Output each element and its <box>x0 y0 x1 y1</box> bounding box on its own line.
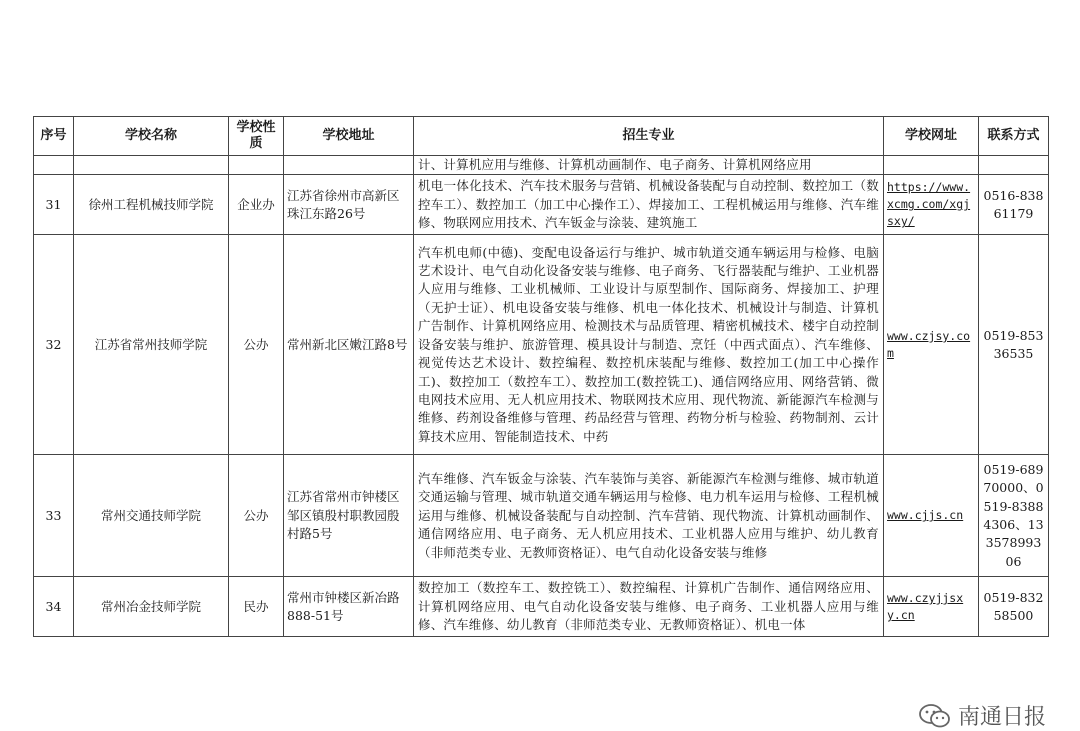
cell-num: 34 <box>34 577 74 637</box>
cell-address: 江苏省常州市钟楼区邹区镇殷村职教园殷村路5号 <box>284 455 414 577</box>
admissions-table <box>33 116 1049 637</box>
table-row <box>34 175 1049 235</box>
watermark-text: 南通日报 <box>957 705 1046 730</box>
header-name: 学校名称 <box>74 117 229 156</box>
website-link[interactable]: www.czyjjsxy.cn <box>887 590 964 622</box>
cell-website <box>884 455 979 577</box>
cell-school-name: 常州交通技师学院 <box>74 455 229 577</box>
cell-website <box>884 577 979 637</box>
cell-website <box>884 235 979 455</box>
cell-empty <box>229 156 284 175</box>
website-link[interactable]: https://www.xcmg.com/xgjsxy/ <box>887 180 971 229</box>
wechat-icon <box>918 703 952 729</box>
header-majors: 招生专业 <box>414 117 884 156</box>
cell-contact: 0516-83861179 <box>979 175 1049 235</box>
admissions-table-container <box>33 116 1048 637</box>
website-link[interactable]: www.cjjs.cn <box>887 508 964 523</box>
cell-school-type: 公办 <box>229 235 284 455</box>
header-row <box>34 117 1049 156</box>
cell-majors: 计、计算机应用与维修、计算机动画制作、电子商务、计算机网络应用 <box>414 156 884 175</box>
cell-majors: 数控加工（数控车工、数控铣工）、数控编程、计算机广告制作、通信网络应用、计算机网络应用、电气自动化设备安装与维修、电子商务、工业机器人应用与维修、汽车维修、幼儿教育（非师范类专业、无教师资格证）、机电一体 <box>414 577 884 637</box>
header-address: 学校地址 <box>284 117 414 156</box>
table-row <box>34 455 1049 577</box>
cell-empty <box>284 156 414 175</box>
cell-empty <box>979 156 1049 175</box>
cell-contact: 0519-68970000、0519-83884306、13357899306 <box>979 455 1049 577</box>
header-num: 序号 <box>34 117 74 156</box>
cell-majors: 汽车维修、汽车钣金与涂装、汽车装饰与美容、新能源汽车检测与维修、城市轨道交通运输与管理、城市轨道交通车辆运用与检修、电力机车运用与检修、工程机械运用与维修、机械设备装配与自动控制、汽车营销、现代物流、计算机动画制作、通信网络应用、电子商务、无人机应用技术、工业机器人应用与维护、幼儿教育（非师范类专业、无教师资格证）、电气自动化设备安装与维修 <box>414 455 884 577</box>
cell-school-name: 江苏省常州技师学院 <box>74 235 229 455</box>
cell-num: 31 <box>34 175 74 235</box>
cell-address: 江苏省徐州市高新区珠江东路26号 <box>284 175 414 235</box>
cell-address: 常州市钟楼区新冶路888-51号 <box>284 577 414 637</box>
cell-majors: 机电一体化技术、汽车技术服务与营销、机械设备装配与自动控制、数控加工（数控车工）、数控加工（加工中心操作工）、焊接加工、工程机械运用与维修、汽车维修、物联网应用技术、汽车钣金与涂装、建筑施工 <box>414 175 884 235</box>
cell-num: 33 <box>34 455 74 577</box>
cell-num: 32 <box>34 235 74 455</box>
cell-contact: 0519-83258500 <box>979 577 1049 637</box>
header-contact: 联系方式 <box>979 117 1049 156</box>
cell-school-type: 公办 <box>229 455 284 577</box>
cell-school-name: 徐州工程机械技师学院 <box>74 175 229 235</box>
cell-school-name: 常州冶金技师学院 <box>74 577 229 637</box>
header-type: 学校性质 <box>229 117 284 156</box>
cell-empty <box>34 156 74 175</box>
table-row <box>34 577 1049 637</box>
cell-school-type: 民办 <box>229 577 284 637</box>
header-website: 学校网址 <box>884 117 979 156</box>
table-row <box>34 235 1049 455</box>
source-watermark <box>918 700 1046 731</box>
cell-website <box>884 175 979 235</box>
cell-empty <box>884 156 979 175</box>
cell-contact: 0519-85336535 <box>979 235 1049 455</box>
cell-address: 常州新北区嫩江路8号 <box>284 235 414 455</box>
cell-school-type: 企业办 <box>229 175 284 235</box>
cell-empty <box>74 156 229 175</box>
cell-majors: 汽车机电师(中德)、变配电设备运行与维护、城市轨道交通车辆运用与检修、电脑艺术设计、电气自动化设备安装与维修、电子商务、飞行器装配与维护、工业机器人应用与维修、工业机械师、工业设计与原型制作、国际商务、焊接加工、护理（无护士证）、机电设备安装与维修、机电一体化技术、机械设计与制造、计算机广告制作、计算机网络应用、检测技术与品质管理、精密机械技术、楼宇自动控制设备安装与维护、旅游管理、模具设计与制造、烹饪（中西式面点）、汽车维修、视觉传达艺术设计、数控编程、数控机床装配与维修、数控加工(加工中心操作工)、数控加工（数控车工）、数控加工(数控铣工)、通信网络应用、网络营销、微电网技术应用、无人机应用技术、物联网技术应用、现代物流、新能源汽车检测与维修、药剂设备维修与管理、药品经营与管理、药物分析与检验、药物制剂、云计算技术应用、智能制造技术、中药 <box>414 235 884 455</box>
website-link[interactable]: www.czjsy.com <box>887 328 971 360</box>
table-row-continuation <box>34 156 1049 175</box>
